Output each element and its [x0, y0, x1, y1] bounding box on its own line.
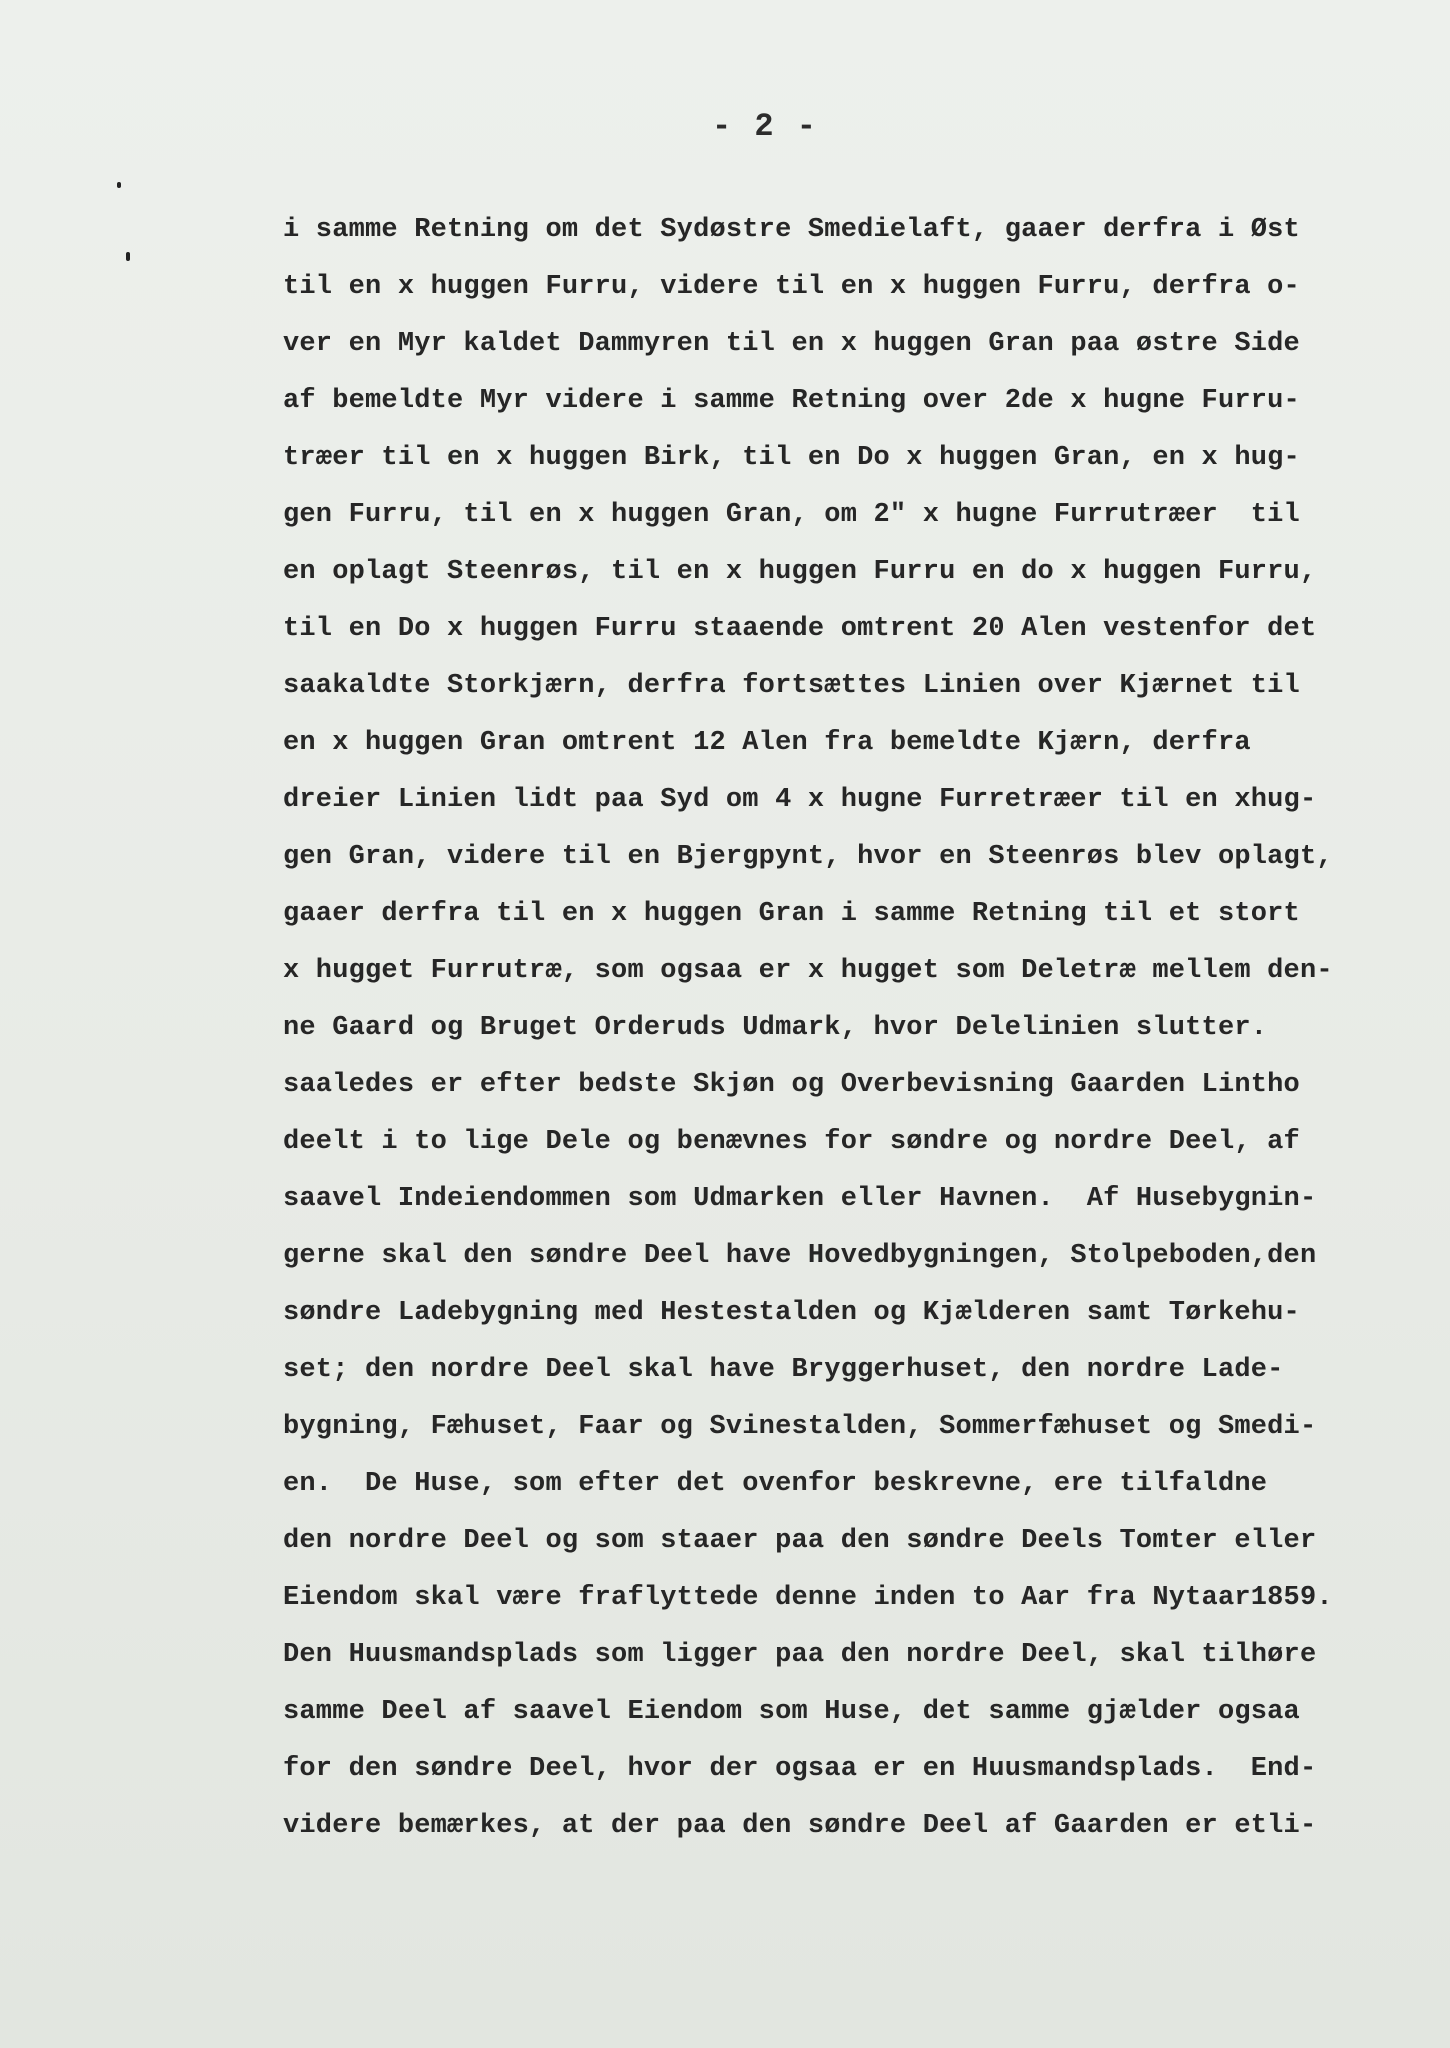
- text-line: gen Furru, til en x huggen Gran, om 2" x hugne Furrutræer til: [283, 500, 1300, 530]
- text-line: videre bemærkes, at der paa den søndre Deel af Gaarden er etli-: [283, 1811, 1317, 1841]
- text-line: saaledes er efter bedste Skjøn og Overbevisning Gaarden Lintho: [283, 1070, 1300, 1100]
- text-line: saakaldte Storkjærn, derfra fortsættes Linien over Kjærnet til: [283, 671, 1300, 701]
- text-line: en oplagt Steenrøs, til en x huggen Furru en do x huggen Furru,: [283, 557, 1317, 587]
- text-line: af bemeldte Myr videre i samme Retning over 2de x hugne Furru-: [283, 386, 1300, 416]
- text-line: ne Gaard og Bruget Orderuds Udmark, hvor Delelinien slutter.: [283, 1013, 1268, 1043]
- text-line: i samme Retning om det Sydøstre Smedielaft, gaaer derfra i Øst: [283, 215, 1300, 245]
- text-line: gaaer derfra til en x huggen Gran i samme Retning til et stort: [283, 899, 1300, 929]
- text-line: samme Deel af saavel Eiendom som Huse, det samme gjælder ogsaa: [283, 1697, 1300, 1727]
- text-line: saavel Indeiendommen som Udmarken eller Havnen. Af Husebygnin-: [283, 1184, 1317, 1214]
- text-line: ver en Myr kaldet Dammyren til en x huggen Gran paa østre Side: [283, 329, 1300, 359]
- text-line: deelt i to lige Dele og benævnes for søndre og nordre Deel, af: [283, 1127, 1300, 1157]
- text-line: træer til en x huggen Birk, til en Do x huggen Gran, en x hug-: [283, 443, 1300, 473]
- page-number: - 2 -: [711, 108, 818, 145]
- text-line: set; den nordre Deel skal have Bryggerhuset, den nordre Lade-: [283, 1355, 1284, 1385]
- text-line: Eiendom skal være fraflyttede denne inden to Aar fra Nytaar1859.: [283, 1583, 1333, 1613]
- text-line: den nordre Deel og som staaer paa den søndre Deels Tomter eller: [283, 1526, 1317, 1556]
- text-line: til en Do x huggen Furru staaende omtrent 20 Alen vestenfor det: [283, 614, 1317, 644]
- text-line: søndre Ladebygning med Hestestalden og Kjælderen samt Tørkehu-: [283, 1298, 1300, 1328]
- text-line: gerne skal den søndre Deel have Hovedbygningen, Stolpeboden,den: [283, 1241, 1317, 1271]
- text-line: gen Gran, videre til en Bjergpynt, hvor en Steenrøs blev oplagt,: [283, 842, 1333, 872]
- text-line: Den Huusmandsplads som ligger paa den nordre Deel, skal tilhøre: [283, 1640, 1317, 1670]
- text-line: en. De Huse, som efter det ovenfor beskrevne, ere tilfaldne: [283, 1469, 1268, 1499]
- text-line: for den søndre Deel, hvor der ogsaa er en Huusmandsplads. End-: [283, 1754, 1317, 1784]
- text-line: til en x huggen Furru, videre til en x huggen Furru, derfra o-: [283, 272, 1300, 302]
- text-line: en x huggen Gran omtrent 12 Alen fra bemeldte Kjærn, derfra: [283, 728, 1251, 758]
- text-line: bygning, Fæhuset, Faar og Svinestalden, Sommerfæhuset og Smedi-: [283, 1412, 1317, 1442]
- text-line: dreier Linien lidt paa Syd om 4 x hugne Furretræer til en xhug-: [283, 785, 1317, 815]
- text-line: x hugget Furrutræ, som ogsaa er x hugget som Deletræ mellem den-: [283, 956, 1333, 986]
